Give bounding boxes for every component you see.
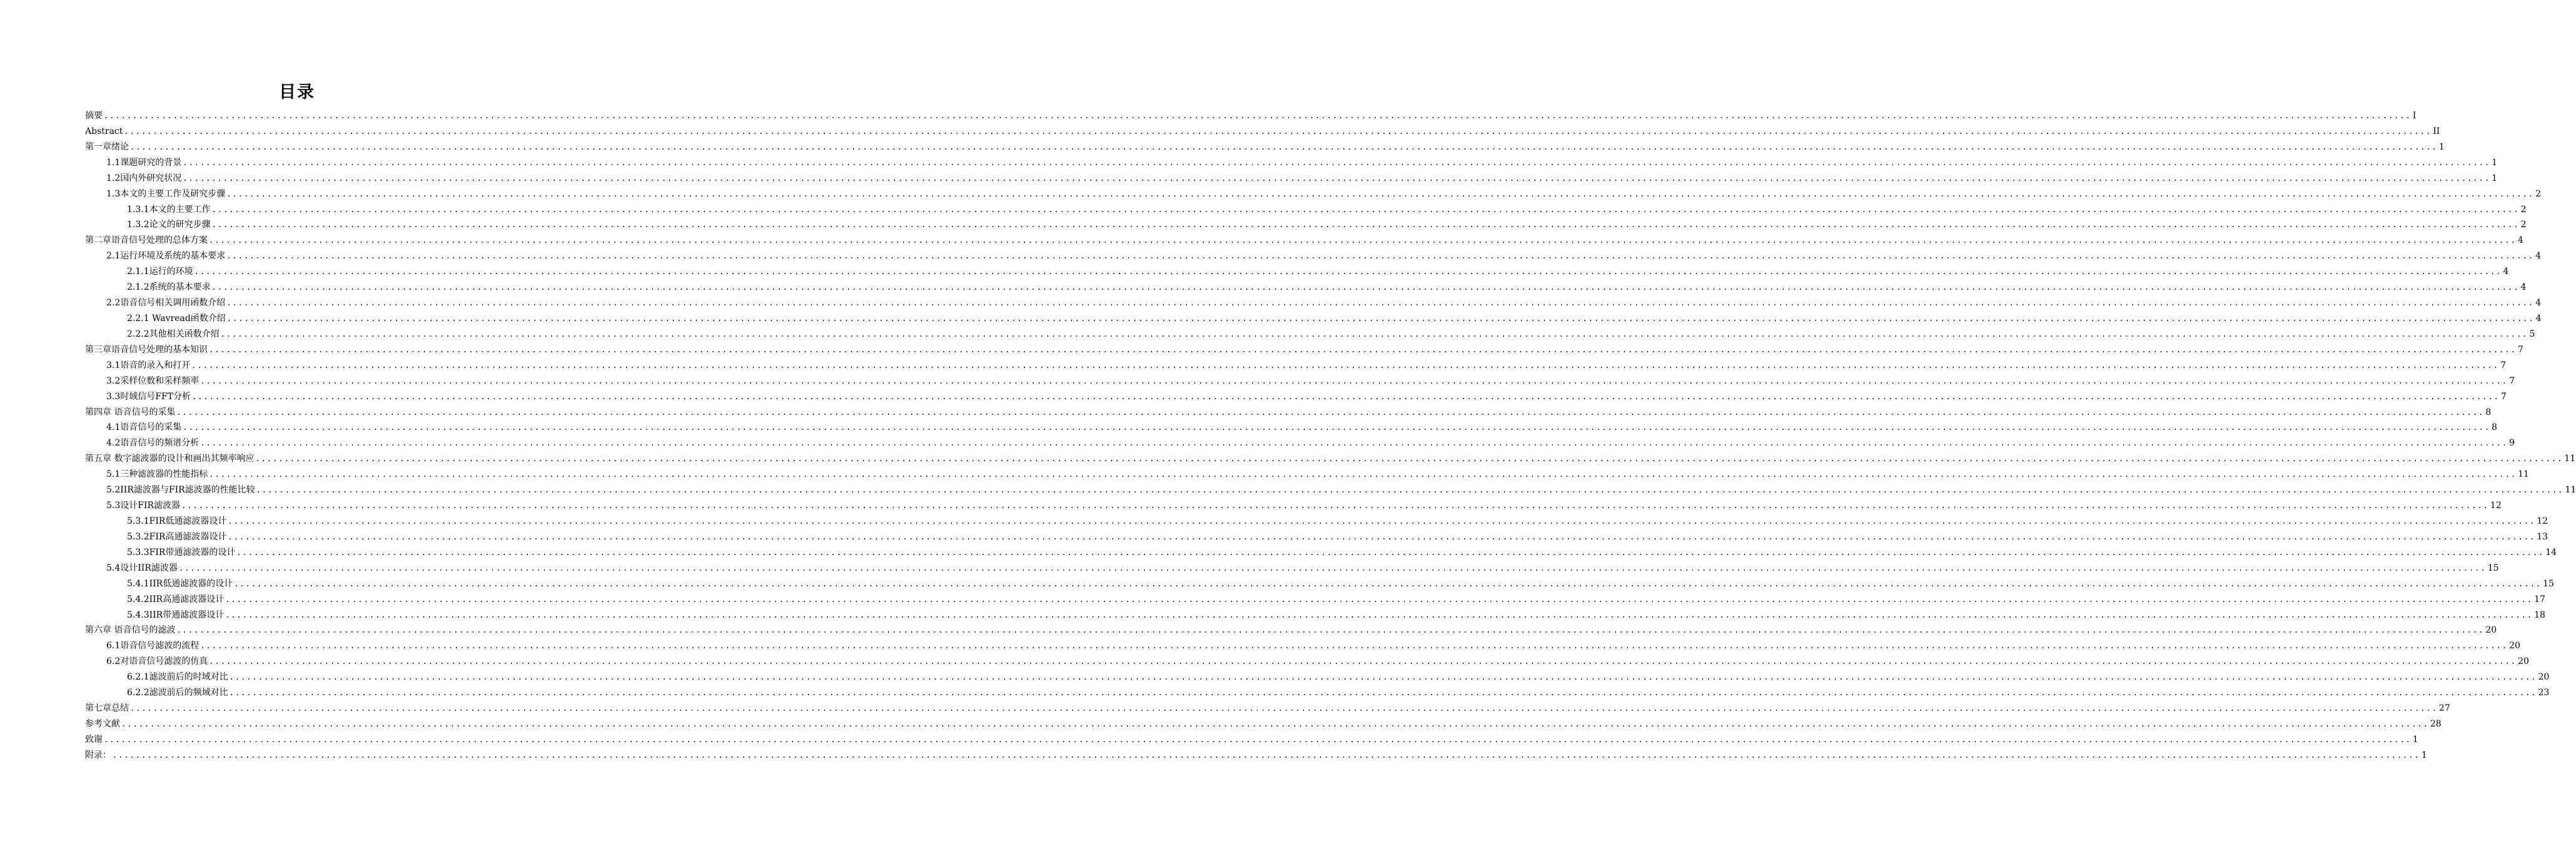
toc-entry-page: 23 <box>2538 688 2550 698</box>
dot-leader: ................................................................................................................................................................................................................................................................................................................................................................................................................ <box>255 454 2563 464</box>
toc-entry-page: 5 <box>2529 329 2535 339</box>
toc-entry[interactable] <box>85 342 2523 358</box>
toc-entry-page: 20 <box>2538 672 2550 683</box>
toc-entry-label: 1.3.2论文的研究步骤 <box>127 220 211 230</box>
dot-leader: ................................................................................................................................................................................................................................................................................................................................................................................................................ <box>176 626 2485 635</box>
toc-entry[interactable] <box>85 374 2515 389</box>
toc-entry-page: 1 <box>2412 734 2418 745</box>
toc-entry-page: 2 <box>2535 188 2542 199</box>
toc-entry-page: 4 <box>2503 267 2509 277</box>
toc-entry[interactable] <box>85 467 2529 482</box>
toc-entry-label: Abstract <box>85 126 123 136</box>
toc-entry[interactable] <box>85 685 2550 701</box>
toc-entry-page: 28 <box>2430 718 2442 729</box>
toc-entry-page: 7 <box>2500 360 2507 370</box>
dot-leader: ................................................................................................................................................................................................................................................................................................................................................................................................................ <box>229 688 2537 698</box>
dot-leader: ................................................................................................................................................................................................................................................................................................................................................................................................................ <box>191 360 2500 370</box>
dot-leader: ................................................................................................................................................................................................................................................................................................................................................................................................................ <box>211 283 2520 292</box>
dot-leader: ................................................................................................................................................................................................................................................................................................................................................................................................................ <box>220 329 2528 339</box>
dot-leader: ................................................................................................................................................................................................................................................................................................................................................................................................................ <box>211 205 2520 214</box>
dot-leader: ................................................................................................................................................................................................................................................................................................................................................................................................................ <box>104 111 2412 120</box>
toc-entry[interactable] <box>85 420 2498 436</box>
toc-entry-label: 附录： <box>85 750 111 760</box>
toc-entry[interactable] <box>85 108 2417 124</box>
toc-entry[interactable] <box>85 716 2442 732</box>
toc-entry-page: 8 <box>2492 422 2498 433</box>
toc-entry-page: 2 <box>2520 204 2527 215</box>
dot-leader: ................................................................................................................................................................................................................................................................................................................................................................................................................ <box>236 548 2545 557</box>
toc-entry[interactable] <box>85 701 2450 716</box>
toc-entry[interactable] <box>85 514 2548 529</box>
toc-entry[interactable] <box>85 529 2548 545</box>
toc-entry[interactable] <box>85 186 2542 202</box>
dot-leader: ................................................................................................................................................................................................................................................................................................................................................................................................................ <box>209 470 2517 479</box>
toc-entry[interactable] <box>85 217 2527 233</box>
dot-leader: ................................................................................................................................................................................................................................................................................................................................................................................................................ <box>176 407 2485 417</box>
toc-entry-page: 20 <box>2509 641 2520 651</box>
toc-entry-page: 8 <box>2485 407 2492 417</box>
toc-entry[interactable] <box>85 498 2502 514</box>
toc-entry-page: 1 <box>2492 173 2498 183</box>
toc-entry-page: 13 <box>2537 531 2548 542</box>
toc-entry[interactable] <box>85 155 2498 171</box>
toc-entry-label: 5.3.3FIR带通滤波器的设计 <box>127 547 236 558</box>
dot-leader: ................................................................................................................................................................................................................................................................................................................................................................................................................ <box>124 126 2432 136</box>
toc-entry-label: 第七章总结 <box>85 703 129 714</box>
toc-entry-page: 7 <box>2517 344 2523 355</box>
toc-entry[interactable] <box>85 608 2545 623</box>
toc-entry-label: 5.3设计FIR滤波器 <box>106 501 181 511</box>
toc-entry-label: 5.3.2FIR高通滤波器设计 <box>127 531 227 542</box>
toc-entry-page: 11 <box>2565 485 2576 496</box>
toc-entry[interactable] <box>85 171 2498 186</box>
toc-entry-page: 20 <box>2518 656 2529 667</box>
dot-leader: ................................................................................................................................................................................................................................................................................................................................................................................................................ <box>225 610 2533 619</box>
toc-entry-page: 4 <box>2517 235 2523 246</box>
toc-entry-label: 1.1课题研究的背景 <box>106 157 182 168</box>
toc-entry-label: 第二章语音信号处理的总体方案 <box>85 235 208 246</box>
toc-entry-page: 11 <box>2564 454 2576 464</box>
dot-leader: ................................................................................................................................................................................................................................................................................................................................................................................................................ <box>183 158 2491 167</box>
toc-entry-label: 2.1.1运行的环境 <box>127 267 193 277</box>
toc-entry-label: 1.2国内外研究状况 <box>106 173 182 183</box>
page-title: 目录 <box>279 83 315 102</box>
toc-entry-label: 5.4设计IIR滤波器 <box>106 563 178 573</box>
toc-entry-page: 4 <box>2535 298 2542 308</box>
toc-entry-page: 17 <box>2534 594 2545 604</box>
toc-entry[interactable] <box>85 732 2418 748</box>
toc-entry-page: 4 <box>2520 282 2527 293</box>
toc-entry-label: 4.2语音信号的频谱分析 <box>106 438 200 449</box>
toc-entry-label: 5.4.2IIR高通滤波器设计 <box>127 594 225 604</box>
toc-entry-page: I <box>2412 111 2417 121</box>
toc-entry-label: 1.3本文的主要工作及研究步骤 <box>106 188 226 199</box>
toc-entry[interactable] <box>85 638 2520 654</box>
toc-entry-page: 14 <box>2545 547 2557 558</box>
toc-entry-page: 9 <box>2509 438 2515 449</box>
toc-entry-label: 第六章 语音信号的滤波 <box>85 625 176 636</box>
toc-entry-label: 第一章绪论 <box>85 141 129 152</box>
toc-entry[interactable] <box>85 358 2507 374</box>
dot-leader: ................................................................................................................................................................................................................................................................................................................................................................................................................ <box>228 516 2536 526</box>
toc-entry-page: 18 <box>2534 609 2545 620</box>
dot-leader: ................................................................................................................................................................................................................................................................................................................................................................................................................ <box>130 142 2438 151</box>
dot-leader: ................................................................................................................................................................................................................................................................................................................................................................................................................ <box>200 376 2508 385</box>
dot-leader: ................................................................................................................................................................................................................................................................................................................................................................................................................ <box>226 313 2535 323</box>
toc-entry-label: 6.2对语音信号滤波的仿真 <box>106 656 208 667</box>
dot-leader: ................................................................................................................................................................................................................................................................................................................................................................................................................ <box>183 173 2491 183</box>
toc-entry[interactable] <box>85 327 2535 342</box>
toc-entry-page: 11 <box>2518 469 2529 480</box>
toc-entry-page: 1 <box>2421 750 2427 760</box>
toc-entry[interactable] <box>85 295 2542 311</box>
toc-entry-label: 致谢 <box>85 734 103 745</box>
toc-entry-label: 6.1语音信号滤波的流程 <box>106 641 200 651</box>
toc-entry[interactable] <box>85 264 2509 280</box>
toc-entry-page: II <box>2433 126 2440 136</box>
dot-leader: ................................................................................................................................................................................................................................................................................................................................................................................................................ <box>226 189 2535 198</box>
toc-entry[interactable] <box>85 233 2523 248</box>
toc-entry[interactable] <box>85 405 2492 421</box>
toc-entry-page: 12 <box>2490 501 2502 511</box>
toc-entry-page: 15 <box>2487 563 2499 573</box>
toc-entry-label: 5.1三种滤波器的性能指标 <box>106 469 208 480</box>
toc-entry[interactable] <box>85 124 2440 140</box>
toc-entry-page: 2 <box>2520 220 2527 230</box>
dot-leader: ................................................................................................................................................................................................................................................................................................................................................................................................................ <box>194 267 2502 277</box>
toc-entry-label: 3.3时域信号FFT分析 <box>106 391 191 402</box>
dot-leader: ................................................................................................................................................................................................................................................................................................................................................................................................................ <box>104 735 2412 744</box>
toc-entry[interactable] <box>85 592 2545 608</box>
dot-leader: ................................................................................................................................................................................................................................................................................................................................................................................................................ <box>192 392 2500 401</box>
dot-leader: ................................................................................................................................................................................................................................................................................................................................................................................................................ <box>256 486 2564 495</box>
toc-entry-label: 2.2.1 Wavread函数介绍 <box>127 313 226 324</box>
toc-entry-page: 4 <box>2535 313 2542 324</box>
toc-entry-label: 5.4.3IIR带通滤波器设计 <box>127 609 225 620</box>
dot-leader: ................................................................................................................................................................................................................................................................................................................................................................................................................ <box>209 657 2517 666</box>
toc-entry-label: 5.3.1FIR低通滤波器设计 <box>127 516 227 526</box>
dot-leader: ................................................................................................................................................................................................................................................................................................................................................................................................................ <box>209 236 2517 245</box>
dot-leader: ................................................................................................................................................................................................................................................................................................................................................................................................................ <box>183 423 2491 432</box>
dot-leader: ................................................................................................................................................................................................................................................................................................................................................................................................................ <box>130 704 2438 713</box>
toc-entry[interactable] <box>85 436 2515 451</box>
dot-leader: ................................................................................................................................................................................................................................................................................................................................................................................................................ <box>200 641 2508 651</box>
toc-entry[interactable] <box>85 545 2557 561</box>
toc-entry-label: 2.2语音信号相关调用函数介绍 <box>106 298 226 308</box>
toc-entry[interactable] <box>85 654 2529 670</box>
toc-entry-label: 6.2.1滤波前后的时域对比 <box>127 672 228 683</box>
toc-entry-page: 12 <box>2537 516 2548 526</box>
dot-leader: ................................................................................................................................................................................................................................................................................................................................................................................................................ <box>121 719 2429 728</box>
dot-leader: ................................................................................................................................................................................................................................................................................................................................................................................................................ <box>209 345 2517 354</box>
dot-leader: ................................................................................................................................................................................................................................................................................................................................................................................................................ <box>229 673 2537 682</box>
toc-entry[interactable] <box>85 140 2445 155</box>
toc-entry-page: 1 <box>2492 157 2498 168</box>
toc-entry[interactable] <box>85 623 2497 638</box>
toc-entry[interactable] <box>85 280 2527 295</box>
toc-entry-label: 3.1语音的录入和打开 <box>106 360 191 370</box>
dot-leader: ................................................................................................................................................................................................................................................................................................................................................................................................................ <box>181 501 2489 511</box>
toc-list <box>85 108 2576 763</box>
toc-entry-page: 4 <box>2535 251 2542 262</box>
toc-entry-page: 15 <box>2543 578 2554 589</box>
dot-leader: ................................................................................................................................................................................................................................................................................................................................................................................................................ <box>113 750 2420 760</box>
toc-entry-label: 第五章 数字滤波器的设计和画出其频率响应 <box>85 454 255 464</box>
toc-entry-label: 第四章 语音信号的采集 <box>85 407 176 417</box>
toc-entry-label: 5.4.1IIR低通滤波器的设计 <box>127 578 233 589</box>
toc-entry-page: 1 <box>2438 141 2445 152</box>
toc-entry-page: 27 <box>2438 703 2450 714</box>
toc-entry-label: 1.3.1本文的主要工作 <box>127 204 211 215</box>
toc-entry-label: 6.2.2滤波前后的频域对比 <box>127 688 228 698</box>
toc-entry[interactable] <box>85 482 2576 498</box>
toc-entry-label: 第三章语音信号处理的基本知识 <box>85 344 208 355</box>
toc-entry-page: 7 <box>2509 375 2515 386</box>
toc-entry[interactable] <box>85 311 2542 327</box>
toc-entry[interactable] <box>85 748 2427 763</box>
toc-entry[interactable] <box>85 576 2554 592</box>
dot-leader: ................................................................................................................................................................................................................................................................................................................................................................................................................ <box>228 532 2536 541</box>
dot-leader: ................................................................................................................................................................................................................................................................................................................................................................................................................ <box>226 252 2535 261</box>
dot-leader: ................................................................................................................................................................................................................................................................................................................................................................................................................ <box>211 220 2520 230</box>
toc-entry[interactable] <box>85 561 2499 576</box>
toc-entry-label: 5.2IIR滤波器与FIR滤波器的性能比较 <box>106 485 255 496</box>
dot-leader: ................................................................................................................................................................................................................................................................................................................................................................................................................ <box>225 594 2533 604</box>
toc-entry-label: 参考文献 <box>85 718 120 729</box>
toc-entry-label: 2.1运行环境及系统的基本要求 <box>106 251 226 262</box>
toc-entry-label: 2.2.2其他相关函数介绍 <box>127 329 220 339</box>
dot-leader: ................................................................................................................................................................................................................................................................................................................................................................................................................ <box>178 563 2487 573</box>
toc-entry[interactable] <box>85 670 2550 685</box>
dot-leader: ................................................................................................................................................................................................................................................................................................................................................................................................................ <box>234 579 2542 588</box>
toc-entry-page: 7 <box>2500 391 2507 402</box>
dot-leader: ................................................................................................................................................................................................................................................................................................................................................................................................................ <box>226 298 2535 308</box>
toc-entry[interactable] <box>85 451 2576 467</box>
toc-entry-label: 摘要 <box>85 111 103 121</box>
toc-entry[interactable] <box>85 248 2542 264</box>
toc-entry[interactable] <box>85 389 2507 405</box>
toc-entry-label: 3.2采样位数和采样频率 <box>106 375 200 386</box>
toc-entry-label: 4.1语音信号的采集 <box>106 422 182 433</box>
toc-entry-label: 2.1.2系统的基本要求 <box>127 282 211 293</box>
toc-entry[interactable] <box>85 202 2527 218</box>
dot-leader: ................................................................................................................................................................................................................................................................................................................................................................................................................ <box>200 439 2508 448</box>
toc-entry-page: 20 <box>2485 625 2497 636</box>
